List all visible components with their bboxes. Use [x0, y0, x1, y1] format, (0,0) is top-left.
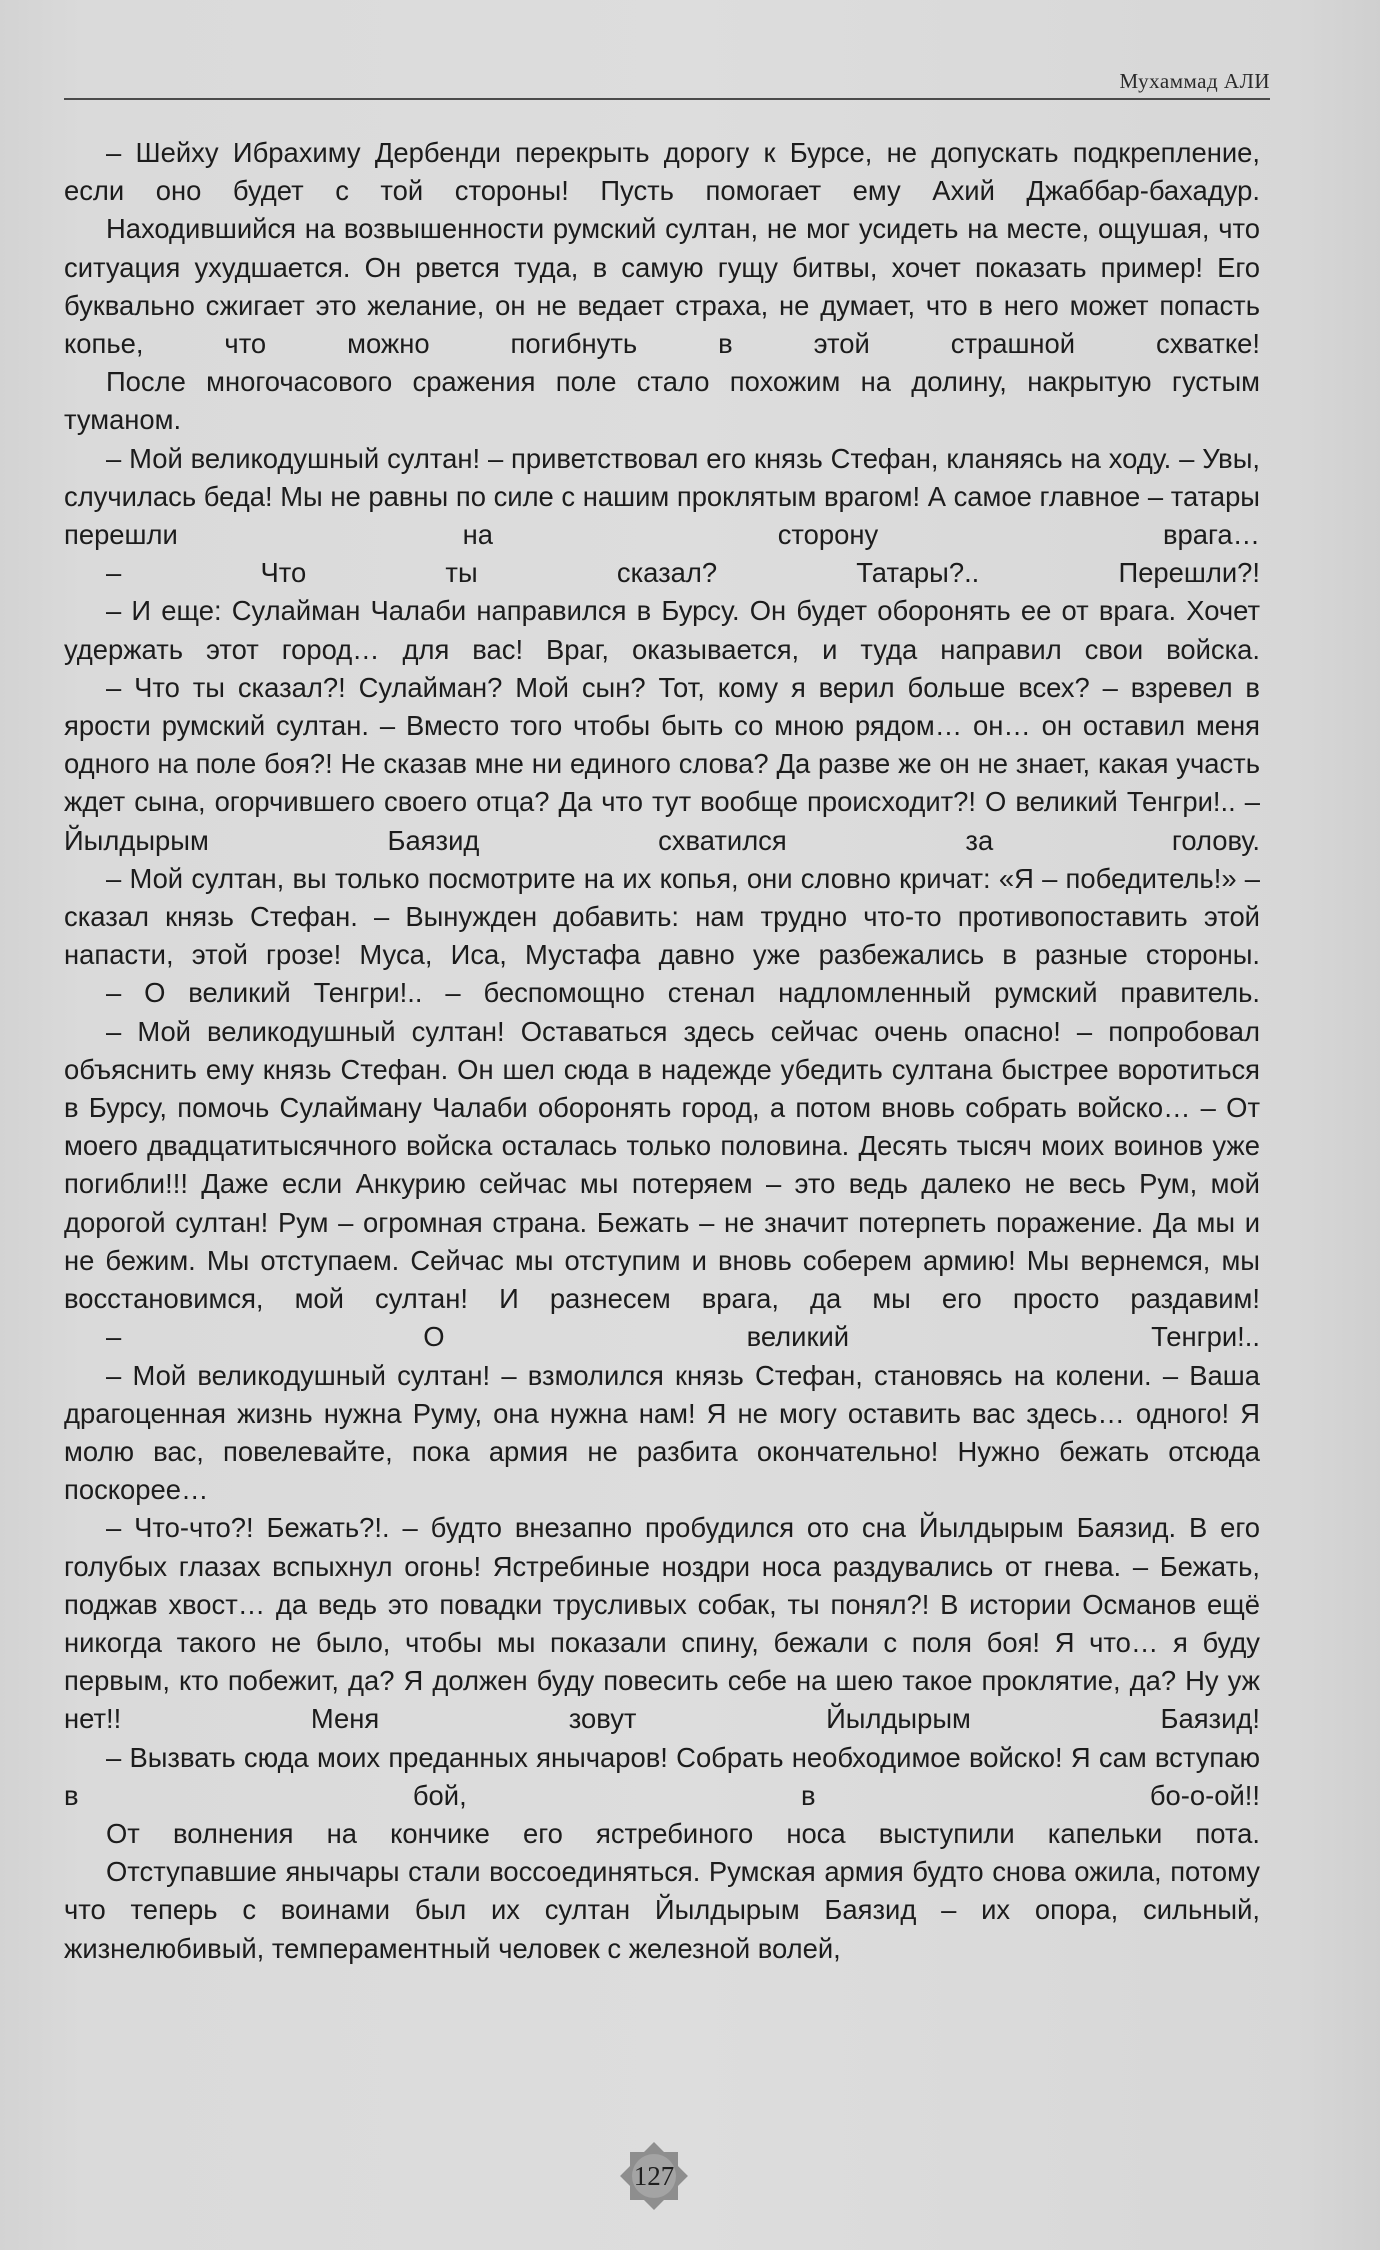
- paragraph: – Мой великодушный султан! – взмолился князь Стефан, становясь на колени. – Ваша драгоценная жизнь нужна Руму, она нужна нам! Я не могу оставить вас здесь… одного! Я молю вас, повелевайте, пока армия не разбита окончательно! Нужно бежать отсюда поскорее…: [64, 1359, 1260, 1506]
- paragraph: – И еще: Сулайман Чалаби направился в Бурсу. Он будет оборонять ее от врага. Хочет удержать этот город… для вас! Враг, оказывается, и туда направил свои войска.: [64, 595, 1260, 665]
- page-number: 127: [633, 2161, 675, 2191]
- paragraph: Отступавшие янычары стали воссоединяться. Румская армия будто снова ожила, потому что теперь с воинами был их султан Йылдырым Баязид – их опора, сильный, жизнелюбивый, темпераментный человек с железной волей,: [64, 1856, 1260, 1964]
- paragraph: – Шейху Ибрахиму Дербенди перекрыть дорогу к Бурсе, не допускать подкрепление, если оно будет с той стороны! Пусть помогает ему Ахий Джаббар-бахадур.: [64, 137, 1260, 207]
- paragraph: – Что ты сказал? Татары?.. Перешли?!: [106, 557, 1260, 589]
- header-author: Мухаммад АЛИ: [1119, 69, 1270, 93]
- paragraph: – Вызвать сюда моих преданных янычаров! Собрать необходимое войско! Я сам вступаю в бой, в бо-о-ой!!: [64, 1741, 1260, 1811]
- paragraph: – Мой великодушный султан! Оставаться здесь сейчас очень опасно! – попробовал объяснить ему князь Стефан. Он шел сюда в надежде убедить султана быстрее воротиться в Бурсу, помочь Сулайману Чалаби оборонять город, а потом вновь собрать войско… – От моего двадцатитысячного войска осталась только половина. Десять тысяч моих воинов уже погибли!!! Даже если Анкурию сейчас мы потеряем – это ведь далеко не весь Рум, мой дорогой султан! Рум – огромная страна. Бежать – не значит потерпеть поражение. Да мы и не бежим. Мы отступаем. Сейчас мы отступим и вновь соберем армию! Мы вернемся, мы восстановимся, мой султан! И разнесем врага, да мы его просто раздавим!: [64, 1015, 1260, 1315]
- body-text: [64, 134, 1260, 1968]
- paragraph: Находившийся на возвышенности румский султан, не мог усидеть на месте, ощушая, что ситуация ухудшается. Он рвется туда, в самую гущу битвы, хочет показать пример! Его буквально сжигает это желание, он не ведает страха, не думает, что в него может попасть копье, что можно погибнуть в этой страшной схватке!: [64, 213, 1260, 360]
- paragraph: От волнения на кончике его ястребиного носа выступили капельки пота.: [106, 1817, 1260, 1849]
- paragraph: – О великий Тенгри!.. – беспомощно стенал надломленный румский правитель.: [106, 977, 1260, 1009]
- paragraph: – Что ты сказал?! Сулайман? Мой сын? Тот, кому я верил больше всех? – взревел в ярости румский султан. – Вместо того чтобы быть со мною рядом… он… он оставил меня одного на поле боя?! Не сказав мне ни единого слова? Да разве же он не знает, какая участь ждет сына, огорчившего своего отца? Да что тут вообще происходит?! О великий Тенгри!.. – Йылдырым Баязид схватился за голову.: [64, 671, 1260, 856]
- paragraph: – Мой султан, вы только посмотрите на их копья, они словно кричат: «Я – победитель!» – сказал князь Стефан. – Вынужден добавить: нам трудно что-то противопоставить этой напасти, этой грозе! Муса, Иса, Мустафа давно уже разбежались в разные стороны.: [64, 862, 1260, 971]
- running-header: [64, 64, 1270, 100]
- paragraph: – Что-что?! Бежать?!. – будто внезапно пробудился ото сна Йылдырым Баязид. В его голубых глазах вспыхнул огонь! Ястребиные ноздри носа раздувались от гнева. – Бежать, поджав хвост… да ведь это повадки трусливых собак, ты понял?! В истории Османов ещё никогда такого не было, чтобы мы показали спину, бежали с поля боя! Я что… я буду первым, кто побежит, да? Я должен буду повесить себе на шею такое проклятие, да? Ну уж нет!! Меня зовут Йылдырым Баязид!: [64, 1512, 1260, 1735]
- paragraph: – О великий Тенгри!..: [106, 1321, 1260, 1353]
- paragraph: – Мой великодушный султан! – приветствовал его князь Стефан, кланяясь на ходу. – Увы, случилась беда! Мы не равны по силе с нашим проклятым врагом! А самое главное – татары перешли на сторону врага…: [64, 442, 1260, 551]
- paragraph: После многочасового сражения поле стало похожим на долину, накрытую густым туманом.: [64, 366, 1260, 436]
- page-number-badge: [614, 2136, 694, 2216]
